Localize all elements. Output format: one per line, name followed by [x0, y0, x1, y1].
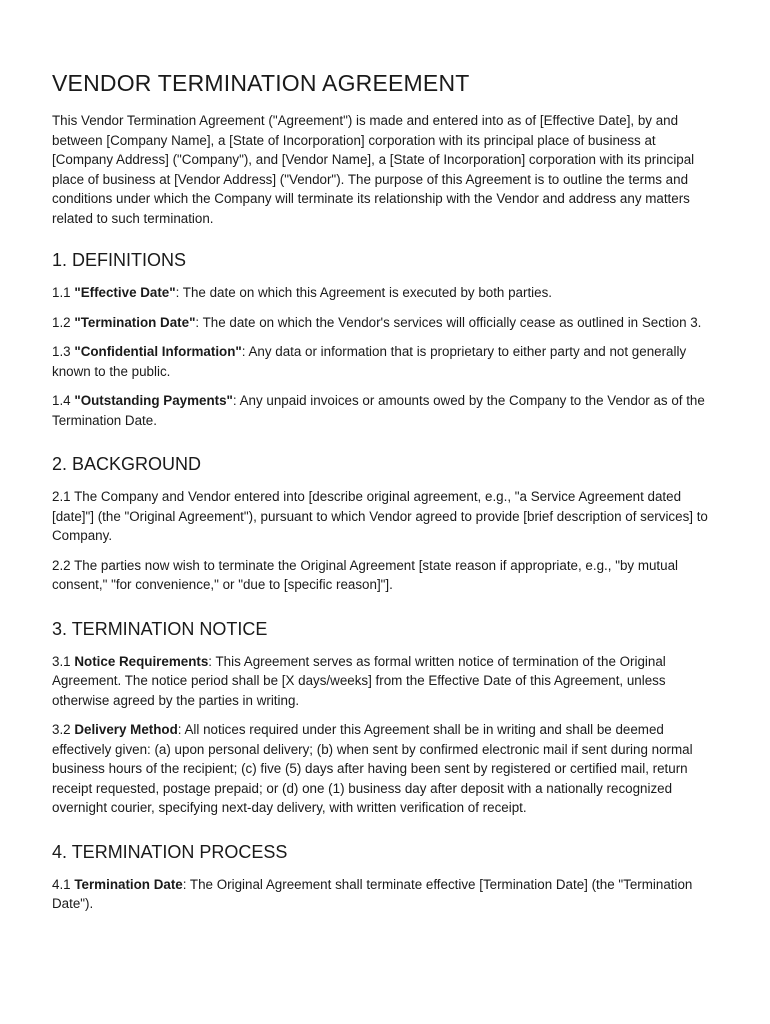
- clause: [52, 313, 712, 333]
- clause-number: 2.2: [52, 557, 75, 573]
- section-background: [52, 454, 712, 595]
- document-title: VENDOR TERMINATION AGREEMENT: [52, 70, 470, 96]
- section-heading: 3. TERMINATION NOTICE: [52, 618, 268, 639]
- clause-text: : Any unpaid invoices or amounts owed by the Company to the Vendor as of the Termination Date.: [52, 393, 705, 428]
- clause: [52, 875, 712, 914]
- clause-number: 2.1: [52, 489, 75, 504]
- clause-term: Termination Date: [74, 876, 183, 892]
- clause-term: "Outstanding Payments": [74, 393, 233, 408]
- clause-text: The Company and Vendor entered into [describe original agreement, e.g., "a Service Agreement dated [date]"] (the "Original Agreement"), pursuant to which Vendor agreed to provide [brief description of services] to Company.: [52, 489, 708, 543]
- clause: [52, 720, 712, 818]
- clause: [52, 652, 712, 711]
- clause-term: "Confidential Information": [74, 344, 242, 359]
- clause: [52, 556, 712, 595]
- clause-text: The parties now wish to terminate the Original Agreement [state reason if appropriate, e.g., "by mutual consent," "for convenience," or "due to [specific reason]"].: [52, 557, 679, 592]
- clause-number: 1.4: [52, 393, 75, 408]
- clause-text: : The Original Agreement shall terminate effective [Termination Date] (the "Termination Date").: [52, 876, 693, 911]
- section-heading: 1. DEFINITIONS: [52, 250, 187, 270]
- clause-text: : All notices required under this Agreement shall be in writing and shall be deemed effectively given: (a) upon personal delivery; (b) when sent by confirmed electronic mail if sent during normal business hours of the recipient; (c) five (5) days after having been sent by registered or certified mail, return receipt requested, postage prepaid; or (d) one (1) business day after deposit with a nationally recognized overnight courier, specifying next-day delivery, with written verification of receipt.: [52, 722, 693, 815]
- clause-number: 4.1: [52, 876, 75, 892]
- clause-number: 1.3: [52, 344, 75, 359]
- clause-number: 1.2: [52, 314, 75, 330]
- clause-number: 1.1: [52, 285, 75, 300]
- section-termination-process: [52, 842, 712, 914]
- clause-term: "Termination Date": [74, 314, 196, 330]
- section-definitions: [52, 250, 712, 430]
- section-heading: 2. BACKGROUND: [52, 454, 202, 474]
- clause-term: Delivery Method: [74, 722, 178, 737]
- section-heading: 4. TERMINATION PROCESS: [52, 841, 288, 862]
- clause-text: : The date on which this Agreement is executed by both parties.: [175, 285, 553, 300]
- clause-number: 3.1: [52, 653, 75, 669]
- section-termination-notice: [52, 619, 712, 818]
- clause-text: : Any data or information that is proprietary to either party and not generally known to the public.: [52, 344, 687, 379]
- clause-number: 3.2: [52, 722, 75, 737]
- clause: [52, 283, 712, 303]
- clause: [52, 487, 712, 546]
- clause: [52, 342, 712, 381]
- clause: [52, 391, 712, 430]
- clause-text: : The date on which the Vendor's services will officially cease as outlined in Section 3.: [195, 314, 702, 330]
- clause-term: Notice Requirements: [74, 653, 209, 669]
- clause-text: : This Agreement serves as formal written notice of termination of the Original Agreement. The notice period shall be [X days/weeks] from the Effective Date of this Agreement, unless otherwise agreed by the parties in writing.: [52, 653, 666, 708]
- intro-paragraph: This Vendor Termination Agreement ("Agreement") is made and entered into as of [Effective Date], by and between [Company Name], a [State of Incorporation] corporation with its principal place of business at [Company Address] ("Company"), and [Vendor Name], a [State of Incorporation] corporation with its principal place of business at [Vendor Address] ("Vendor"). The purpose of this Agreement is to outline the terms and conditions under which the Company will terminate its relationship with the Vendor and address any matters related to such termination.: [52, 113, 695, 226]
- clause-term: "Effective Date": [74, 285, 176, 300]
